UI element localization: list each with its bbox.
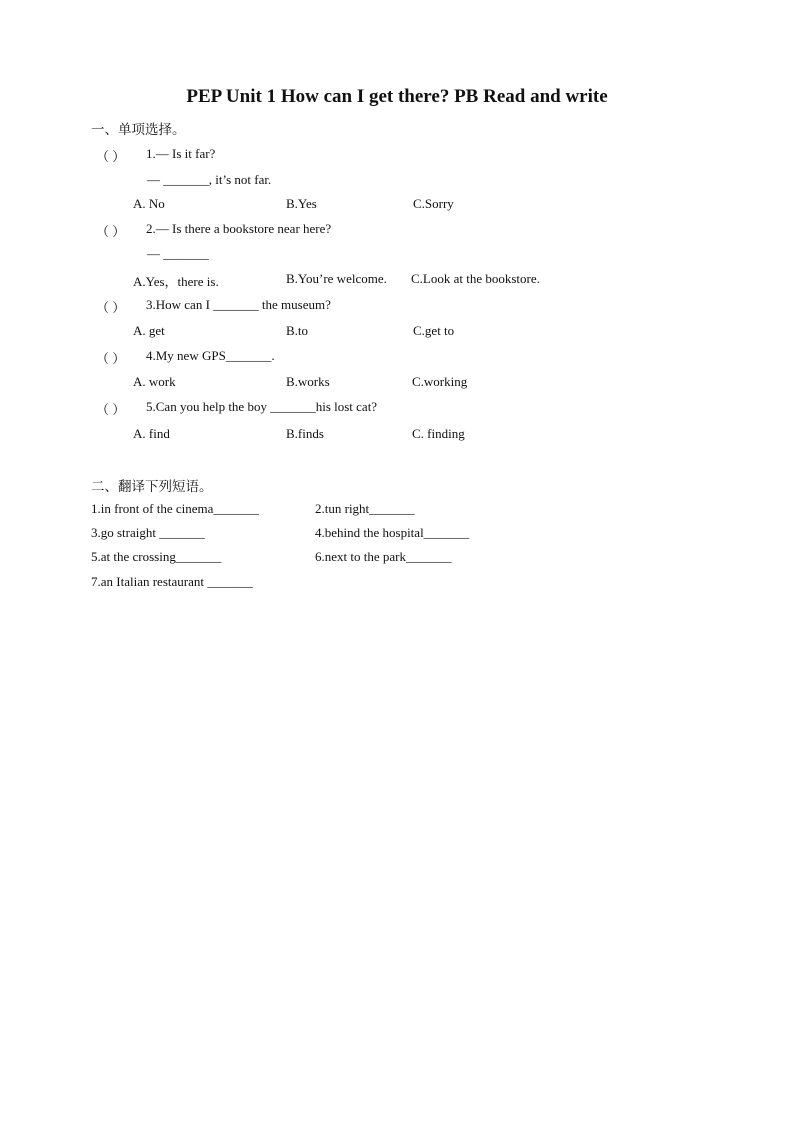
option-a: A. No bbox=[133, 196, 165, 211]
question-stem: 1.— Is it far? bbox=[146, 146, 216, 161]
question-stem: 4.My new GPS_______. bbox=[146, 348, 275, 363]
phrase-item: 4.behind the hospital_______ bbox=[315, 525, 470, 540]
option-c: C. finding bbox=[412, 426, 465, 441]
answer-blank[interactable]: （ ） bbox=[96, 402, 126, 417]
question-reply: — _______, it’s not far. bbox=[147, 172, 272, 187]
answer-blank[interactable]: （ ） bbox=[96, 351, 126, 366]
question-reply: — _______ bbox=[147, 246, 209, 261]
phrase-item: 7.an Italian restaurant _______ bbox=[91, 574, 253, 589]
option-a: A. find bbox=[133, 426, 170, 441]
phrase-item: 5.at the crossing_______ bbox=[91, 549, 222, 564]
option-c: C.working bbox=[412, 374, 468, 389]
option-a: A. get bbox=[133, 323, 165, 338]
question-stem: 3.How can I _______ the museum? bbox=[146, 297, 331, 312]
option-b: B.You’re welcome. bbox=[286, 271, 387, 286]
option-c: C.get to bbox=[413, 323, 455, 338]
phrase-item: 1.in front of the cinema_______ bbox=[91, 501, 259, 516]
option-b: B.Yes bbox=[286, 196, 317, 211]
section-heading-translation: 二、翻译下列短语。 bbox=[91, 479, 213, 495]
answer-blank[interactable]: （ ） bbox=[96, 224, 126, 239]
phrase-item: 6.next to the park_______ bbox=[315, 549, 452, 564]
option-c: C.Look at the bookstore. bbox=[411, 271, 540, 286]
option-b: B.to bbox=[286, 323, 309, 338]
page-title: PEP Unit 1 How can I get there? PB Read and write bbox=[186, 86, 608, 107]
phrase-item: 3.go straight _______ bbox=[91, 525, 205, 540]
question-stem: 5.Can you help the boy _______his lost cat? bbox=[146, 399, 378, 414]
option-a: A. work bbox=[133, 374, 176, 389]
section-heading-multiple-choice: 一、单项选择。 bbox=[91, 122, 186, 138]
answer-blank[interactable]: （ ） bbox=[96, 149, 126, 164]
phrase-item: 2.tun right_______ bbox=[315, 501, 415, 516]
answer-blank[interactable]: （ ） bbox=[96, 300, 126, 315]
question-stem: 2.— Is there a bookstore near here? bbox=[146, 221, 332, 236]
option-a: A.Yes，there is. bbox=[133, 274, 219, 289]
option-c: C.Sorry bbox=[413, 196, 454, 211]
option-b: B.works bbox=[286, 374, 330, 389]
option-b: B.finds bbox=[286, 426, 324, 441]
